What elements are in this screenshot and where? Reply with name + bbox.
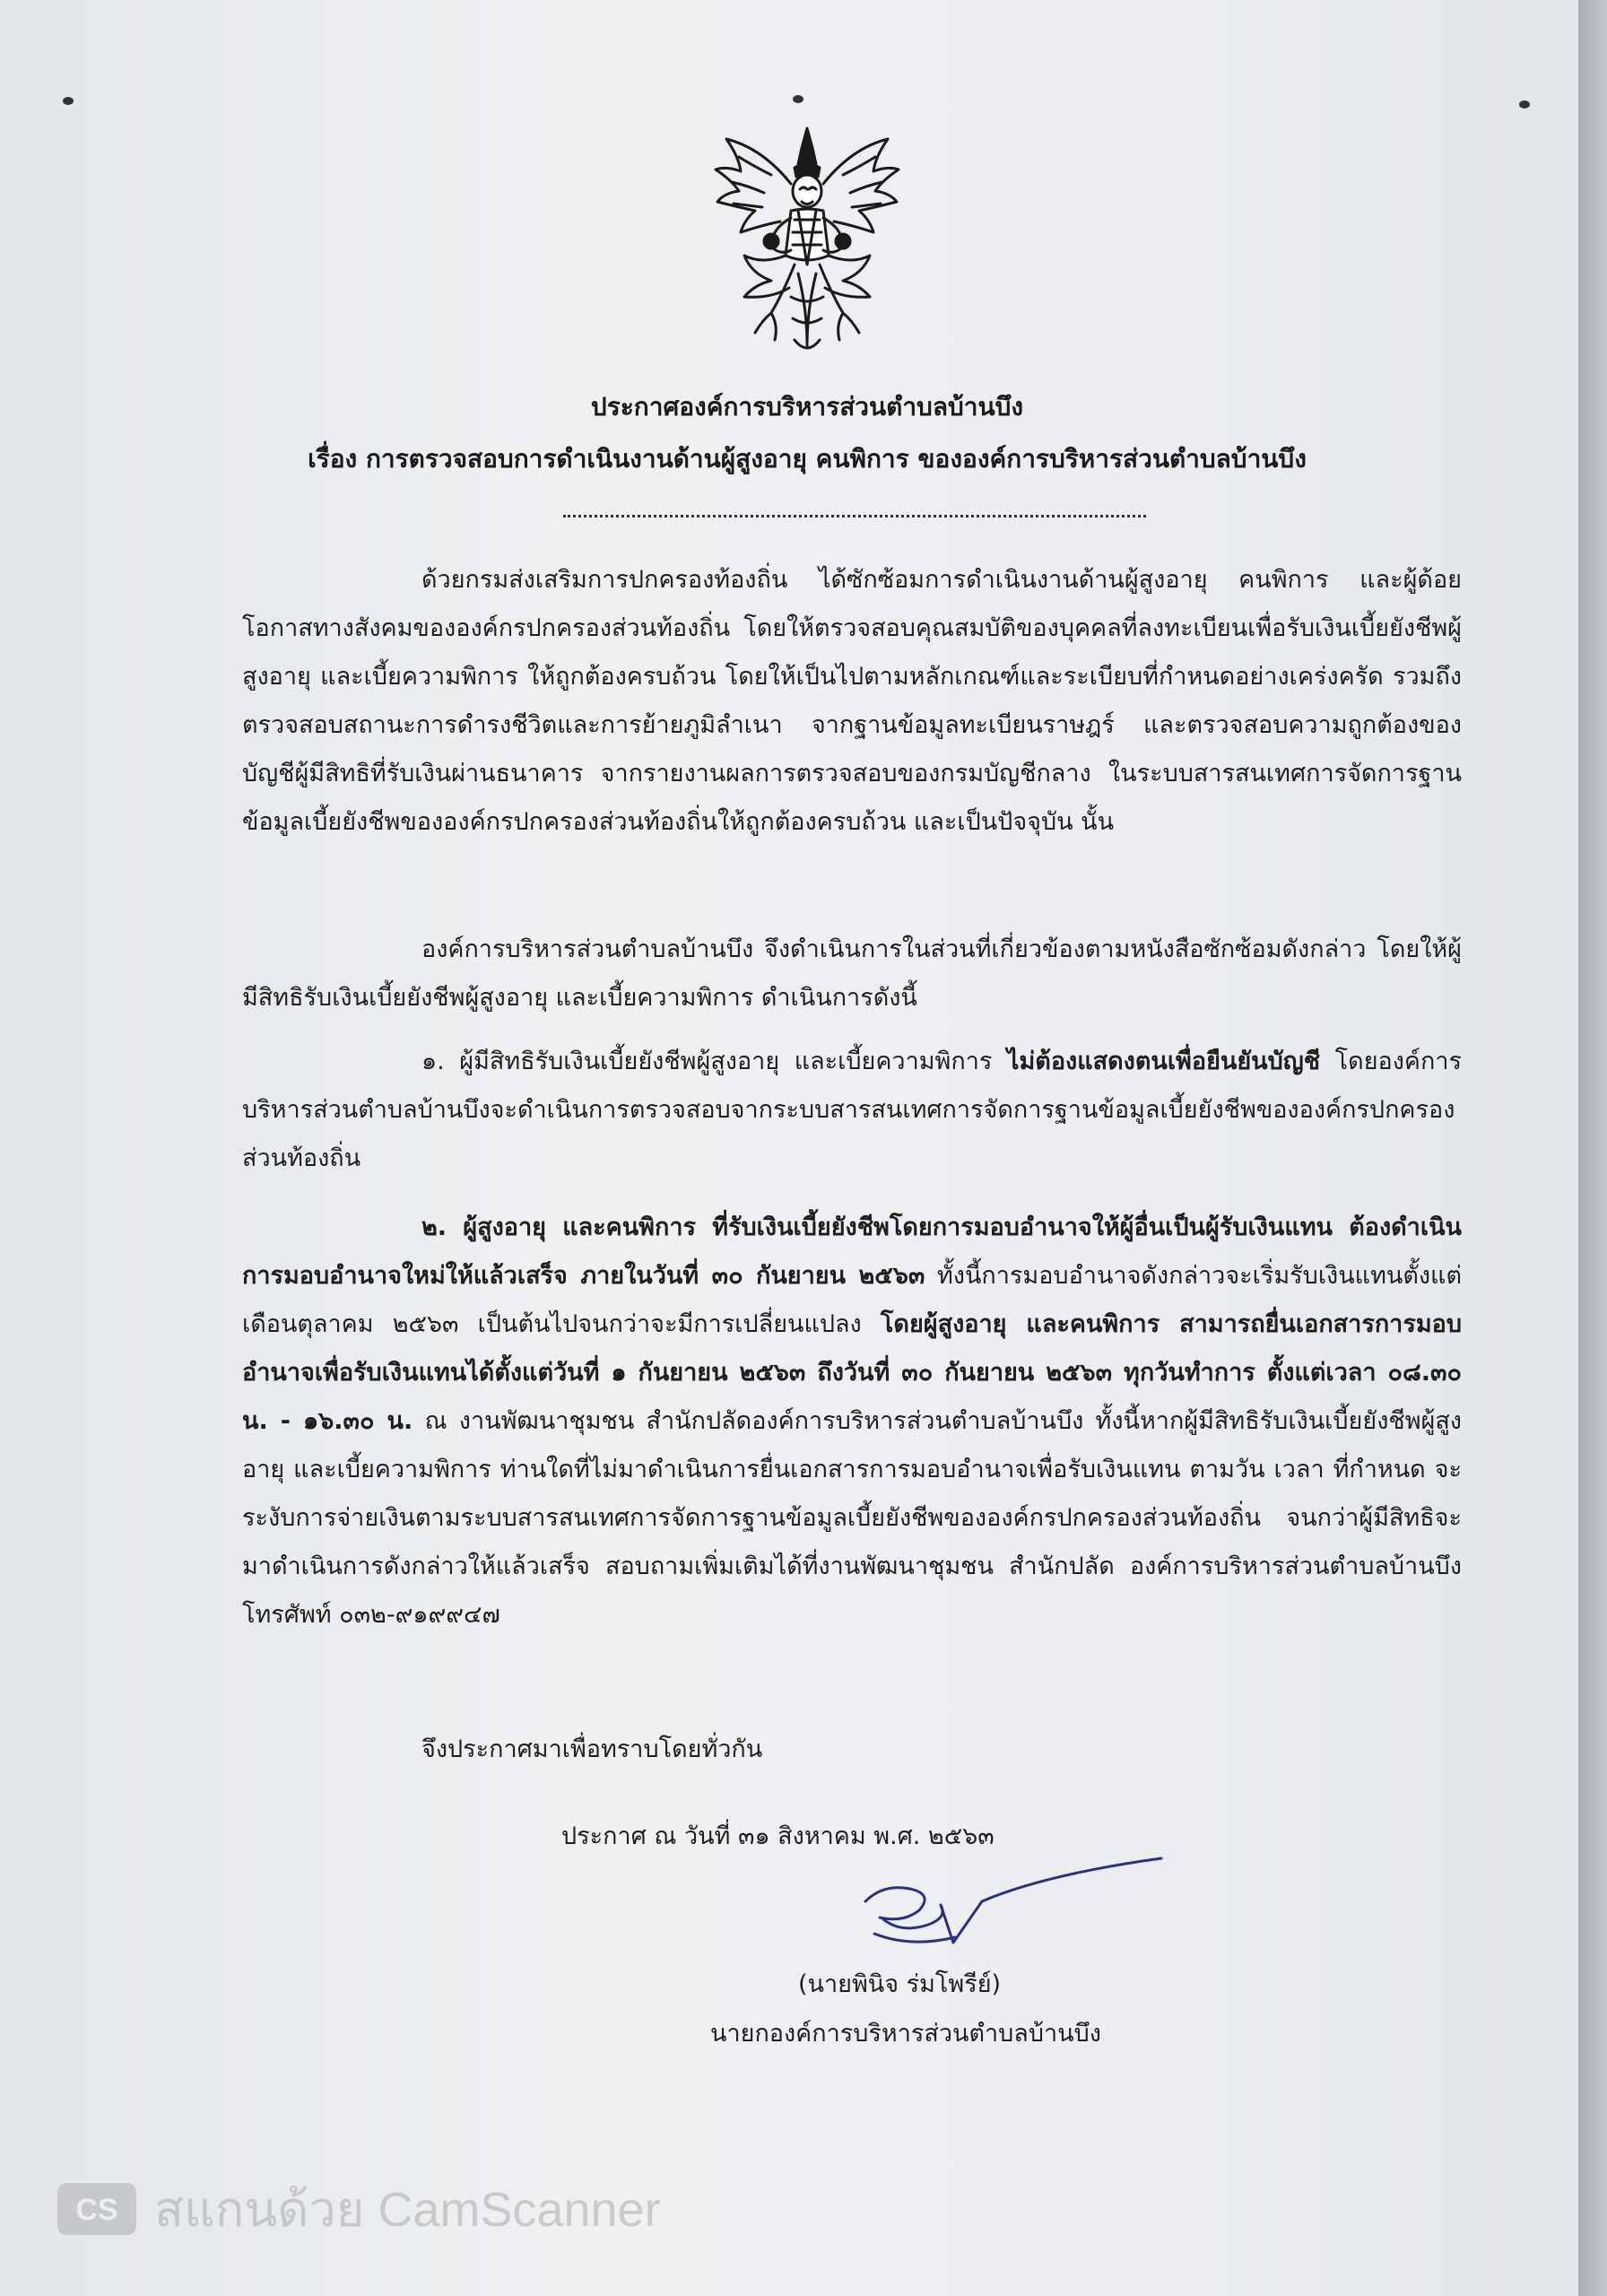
- announcement-date: ประกาศ ณ วันที่ ๓๑ สิงหาคม พ.ศ. ๒๕๖๓: [561, 1822, 995, 1850]
- background-surface: [1578, 0, 1607, 2296]
- closing-statement: จึงประกาศมาเพื่อทราบโดยทั่วกัน: [421, 1735, 763, 1763]
- dotted-divider: [563, 515, 1146, 517]
- watermark-text: สแกนด้วย CamScanner: [154, 2183, 661, 2237]
- announcement-title: ประกาศองค์การบริหารส่วนตำบลบ้านบึง: [590, 392, 1024, 422]
- item1-text: ๑. ผู้มีสิทธิรับเงินเบี้ยยังชีพผู้สูงอายุ และเบี้ยความพิการ: [421, 1048, 1007, 1075]
- item2-emphasis-1: ๒. ผู้สูงอายุ และคนพิการ ที่รับเงินเบี้ยยังชีพโดยการมอบอำนาจให้ผู้อื่นเป็นผู้รับเงินแทน ต้องดำเนินการมอบอำนาจใหม่ให้แล้วเสร็จ ภายในวันที่ ๓๐ กันยายน ๒๕๖๓: [242, 1213, 1462, 1290]
- paragraph-background: ด้วยกรมส่งเสริมการปกครองท้องถิ่น ได้ซักซ้อมการดำเนินงานด้านผู้สูงอายุ คนพิการ และผู้ด้อยโอกาสทางสังคมขององค์กรปกครองส่วนท้องถิ่น โดยให้ตรวจสอบคุณสมบัติของบุคคลที่ลงทะเบียนเพื่อรับเงินเบี้ยยังชีพผู้สูงอายุ และเบี้ยความพิการ ให้ถูกต้องครบถ้วน โดยให้เป็นไปตามหลักเกณฑ์และระเบียบที่กำหนดอย่างเคร่งครัด รวมถึงตรวจสอบสถานะการดำรงชีวิตและการย้ายภูมิลำเนา จากฐานข้อมูลทะเบียนราษฎร์ และตรวจสอบความถูกต้องของบัญชีผู้มีสิทธิที่รับเงินผ่านธนาคาร จากรายงานผลการตรวจสอบของกรมบัญชีกลาง ในระบบสารสนเทศการจัดการฐานข้อมูลเบี้ยยังชีพขององค์กรปกครองส่วนท้องถิ่นให้ถูกต้องครบถ้วน และเป็นปัจจุบัน นั้น: [242, 566, 1462, 836]
- item2-text-2: ณ งานพัฒนาชุมชน สำนักปลัดองค์การบริหารส่วนตำบลบ้านบึง ทั้งนี้หากผู้มีสิทธิรับเงินเบี้ยยังชีพผู้สูงอายุ และเบี้ยความพิการ ท่านใดที่ไม่มาดำเนินการยื่นเอกสารการมอบอำนาจเพื่อรับเงินแทน ตามวัน เวลา ที่กำหนด จะระงับการจ่ายเงินตามระบบสารสนเทศการจัดการฐานข้อมูลเบี้ยยังชีพขององค์กรปกครองส่วนท้องถิ่น จนกว่าผู้มีสิทธิจะมาดำเนินการดังกล่าวให้แล้วเสร็จ สอบถามเพิ่มเติมได้ที่งานพัฒนาชุมชน สำนักปลัด องค์การบริหารส่วนตำบลบ้านบึง โทรศัพท์ ๐๓๒-๙๑๙๙๔๗: [242, 1407, 1462, 1629]
- signer-name: (นายพินิจ ร่มโพรีย์): [798, 1970, 1002, 1998]
- dust-speck: [63, 97, 74, 105]
- announcement-subject: เรื่อง การตรวจสอบการดำเนินงานด้านผู้สูงอายุ คนพิการ ขององค์การบริหารส่วนตำบลบ้านบึง: [308, 444, 1307, 474]
- list-item-2: [242, 1204, 1462, 1639]
- item2-emphasis-2: โดยผู้สูงอายุ และคนพิการ สามารถยื่นเอกสารการมอบอำนาจเพื่อรับเงินแทนได้ตั้งแต่วันที่ ๑ กันยายน ๒๕๖๓ ถึงวันที่ ๓๐ กันยายน ๒๕๖๓ ทุกวันทำการ ตั้งแต่เวลา ๐๘.๓๐ น. - ๑๖.๓๐ น.: [242, 1310, 1462, 1435]
- svg-text:CS: CS: [75, 2193, 118, 2227]
- garuda-emblem-icon: [708, 121, 906, 363]
- item2-text-1: ทั้งนี้การมอบอำนาจดังกล่าวจะเริ่มรับเงินแทนตั้งแต่เดือนตุลาคม ๒๕๖๓ เป็นต้นไปจนกว่าจะมีการเปลี่ยนแปลง: [242, 1262, 1462, 1338]
- camscanner-logo-icon: [54, 2178, 140, 2240]
- signature-icon: [847, 1848, 1170, 1964]
- item1-emphasis: ไม่ต้องแสดงตนเพื่อยืนยันบัญชี: [1006, 1048, 1321, 1075]
- signer-position: นายกองค์การบริหารส่วนตำบลบ้านบึง: [710, 2020, 1101, 2048]
- item1-rest: โดยองค์การบริหารส่วนตำบลบ้านบึงจะดำเนินการตรวจสอบจากระบบสารสนเทศการจัดการฐานข้อมูลเบี้ยยังชีพขององค์กรปกครองส่วนท้องถิ่น: [242, 1048, 1462, 1172]
- paragraph-action: องค์การบริหารส่วนตำบลบ้านบึง จึงดำเนินการในส่วนที่เกี่ยวข้องตามหนังสือซักซ้อมดังกล่าว โดยให้ผู้มีสิทธิรับเงินเบี้ยยังชีพผู้สูงอายุ และเบี้ยความพิการ ดำเนินการดังนี้: [242, 935, 1462, 1012]
- camscanner-watermark: [54, 2170, 661, 2248]
- dust-speck: [1519, 100, 1530, 109]
- dust-speck: [793, 95, 804, 103]
- list-item-1: [242, 1038, 1462, 1183]
